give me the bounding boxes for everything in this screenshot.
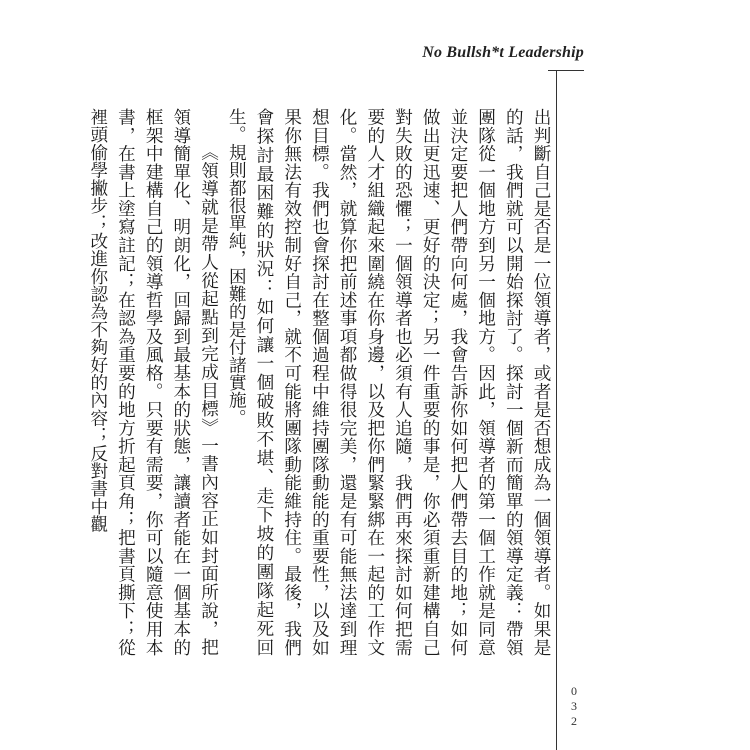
page-number: 032 bbox=[567, 684, 581, 729]
running-header-title: No Bullsh*t Leadership bbox=[422, 44, 584, 61]
margin-rule bbox=[556, 70, 557, 750]
paragraph-1: 出判斷自己是否是一位領導者，或者是否想成為一個領導者。如果是的話，我們就可以開始探討了。探討一個新而簡單的領導定義：帶領團隊從一個地方到另一個地方。因此，領導者的第一個工作就是同意並決定要把人們帶向何處，我會告訴你如何把人們帶去目的地；如何做出更迅速、更好的決定；另一件重要的事是，你必須重新建構自己對失敗的恐懼；一個領導者也必須有人追隨，我們再來探討如何把需要的人才組織起來圍繞在你身邊，以及把你們緊緊綁在一起的工作文化。當然，就算你把前述事項都做得很完美，還是有可能無法達到理想目標。我們也會探討在整個過程中維持團隊動能的重要性，以及如果你無法有效控制好自己，就不可能將團隊動能維持住。最後，我們會探討最困難的狀況：如何讓一個破敗不堪、走下坡的團隊起死回生。規則都很單純，困難的是付諸實施。 bbox=[226, 108, 551, 656]
header-rule bbox=[548, 70, 584, 71]
vertical-body-text bbox=[83, 108, 554, 656]
paragraph-2: 《領導就是帶人從起點到完成目標》一書內容正如封面所說，把領導簡單化、明朗化，回歸到最基本的狀態，讓讀者能在一個基本的框架中建構自己的領導哲學及風格。只要有需要，你可以隨意使用本書，在書上塗寫註記；在認為重要的地方折起頁角；把書頁撕下；從裡頭偷學撇步；改進你認為不夠好的內容；反對書中觀 bbox=[87, 108, 219, 656]
